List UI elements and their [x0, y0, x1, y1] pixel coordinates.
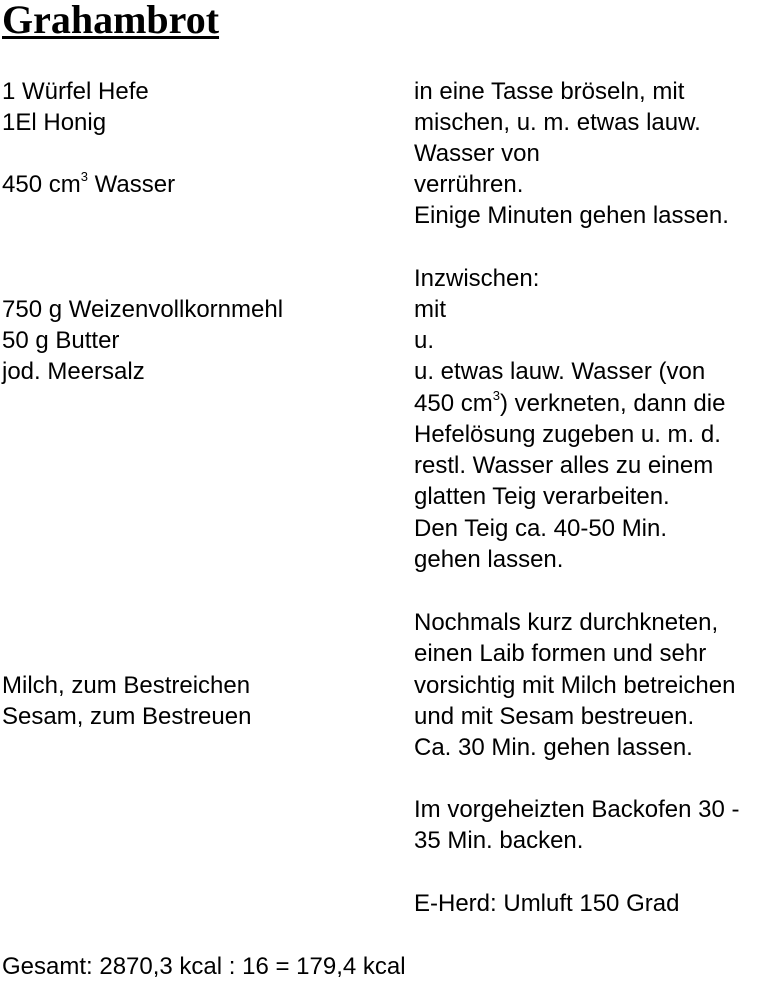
instruction-line: Inzwischen:	[414, 265, 540, 292]
ingredient-water	[2, 169, 175, 200]
ingredient-milk: Milch, zum Bestreichen	[2, 672, 251, 699]
ingredient-flour: 750 g Weizenvollkornmehl	[2, 296, 284, 323]
instruction-line: glatten Teig verarbeiten.	[414, 483, 670, 510]
instruction-line: gehen lassen.	[414, 546, 564, 573]
instruction-line: Den Teig ca. 40-50 Min.	[414, 515, 668, 542]
instruction-line: und mit Sesam bestreuen.	[414, 703, 695, 730]
instruction-line: Im vorgeheizten Backofen 30 -	[414, 796, 740, 823]
instruction-line: 35 Min. backen.	[414, 827, 584, 854]
instruction-line: in eine Tasse bröseln, mit	[414, 78, 685, 105]
instruction-line: restl. Wasser alles zu einem	[414, 452, 714, 479]
instruction-line: Nochmals kurz durchkneten,	[414, 609, 719, 636]
ingredient-salt: jod. Meersalz	[2, 358, 145, 385]
instruction-line: u. etwas lauw. Wasser (von	[414, 358, 706, 385]
ingredient-butter: 50 g Butter	[2, 327, 120, 354]
instruction-line: u.	[414, 327, 435, 354]
instruction-line: Einige Minuten gehen lassen.	[414, 202, 729, 229]
recipe-title: Grahambrot	[2, 0, 220, 42]
instruction-line: mit	[414, 296, 446, 323]
instruction-knead: ) verkneten, dann die	[499, 390, 726, 417]
ingredient-sesame: Sesam, zum Bestreuen	[2, 703, 252, 730]
instruction-line: Ca. 30 Min. gehen lassen.	[414, 734, 693, 761]
ingredient-water-amount: 450 cm	[2, 171, 81, 198]
superscript-cubed: 3	[80, 169, 88, 184]
instruction-volume: 450 cm	[414, 390, 493, 417]
instruction-line: einen Laib formen und sehr	[414, 640, 707, 667]
instruction-line: Wasser von	[414, 140, 540, 167]
ingredient-yeast: 1 Würfel Hefe	[2, 78, 149, 105]
superscript-cubed: 3	[492, 388, 500, 403]
instruction-line: vorsichtig mit Milch betreichen	[414, 672, 736, 699]
instruction-line: Hefelösung zugeben u. m. d.	[414, 421, 721, 448]
ingredient-water-name: Wasser	[87, 171, 176, 198]
instruction-line: E-Herd: Umluft 150 Grad	[414, 890, 680, 917]
instruction-line	[414, 388, 725, 419]
ingredient-honey: 1El Honig	[2, 109, 107, 136]
calorie-total: Gesamt: 2870,3 kcal : 16 = 179,4 kcal	[2, 953, 406, 980]
instruction-line: mischen, u. m. etwas lauw.	[414, 109, 701, 136]
instruction-line: verrühren.	[414, 171, 524, 198]
